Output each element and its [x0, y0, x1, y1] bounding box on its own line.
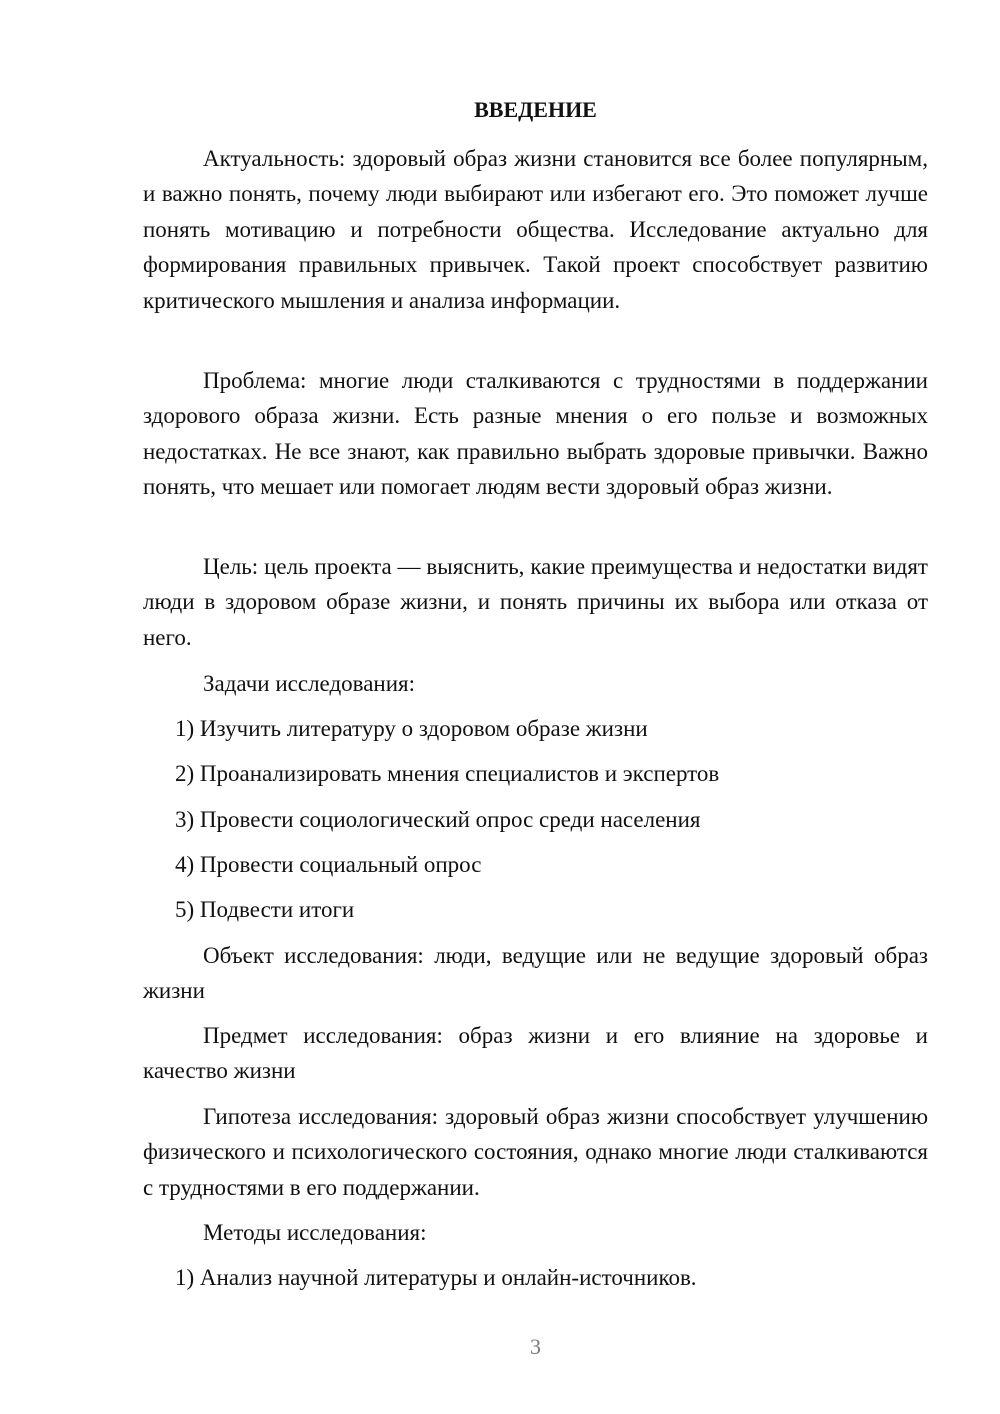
document-page	[143, 0, 928, 1414]
problem-paragraph: Проблема: многие люди сталкиваются с трудностями в поддержании здорового образа жизни. Есть разные мнения о его пользе и возможных недостатках. Не все знают, как правильно выбрать здоровые привычки. Важно понять, что мешает или помогает людям вести здоровый образ жизни.	[143, 368, 928, 500]
page-number: 3	[530, 1334, 541, 1359]
task-item: 2) Проанализировать мнения специалистов и экспертов	[175, 761, 720, 786]
hypothesis-paragraph: Гипотеза исследования: здоровый образ жизни способствует улучшению физического и психологического состояния, однако многие люди сталкиваются с трудностями в его поддержании.	[143, 1104, 928, 1200]
goal-paragraph: Цель: цель проекта — выяснить, какие преимущества и недостатки видят люди в здоровом образе жизни, и понять причины их выбора или отказа от него.	[143, 554, 928, 650]
object-paragraph: Объект исследования: люди, ведущие или не ведущие здоровый образ жизни	[143, 943, 928, 1004]
subject-paragraph: Предмет исследования: образ жизни и его влияние на здоровье и качество жизни	[143, 1023, 928, 1084]
tasks-title: Задачи исследования:	[203, 671, 416, 696]
task-item: 4) Провести социальный опрос	[175, 852, 482, 877]
method-item: 1) Анализ научной литературы и онлайн-источников.	[175, 1265, 697, 1290]
methods-title: Методы исследования:	[203, 1220, 427, 1245]
task-item: 5) Подвести итоги	[175, 897, 355, 922]
relevance-paragraph: Актуальность: здоровый образ жизни становится все более популярным, и важно понять, почему люди выбирают или избегают его. Это поможет лучше понять мотивацию и потребности общества. Исследование актуально для формирования правильных привычек. Такой проект способствует развитию критического мышления и анализа информации.	[143, 146, 928, 313]
task-item: 1) Изучить литературу о здоровом образе жизни	[175, 716, 648, 741]
task-item: 3) Провести социологический опрос среди населения	[175, 807, 701, 832]
page-title: ВВЕДЕНИЕ	[474, 97, 597, 122]
